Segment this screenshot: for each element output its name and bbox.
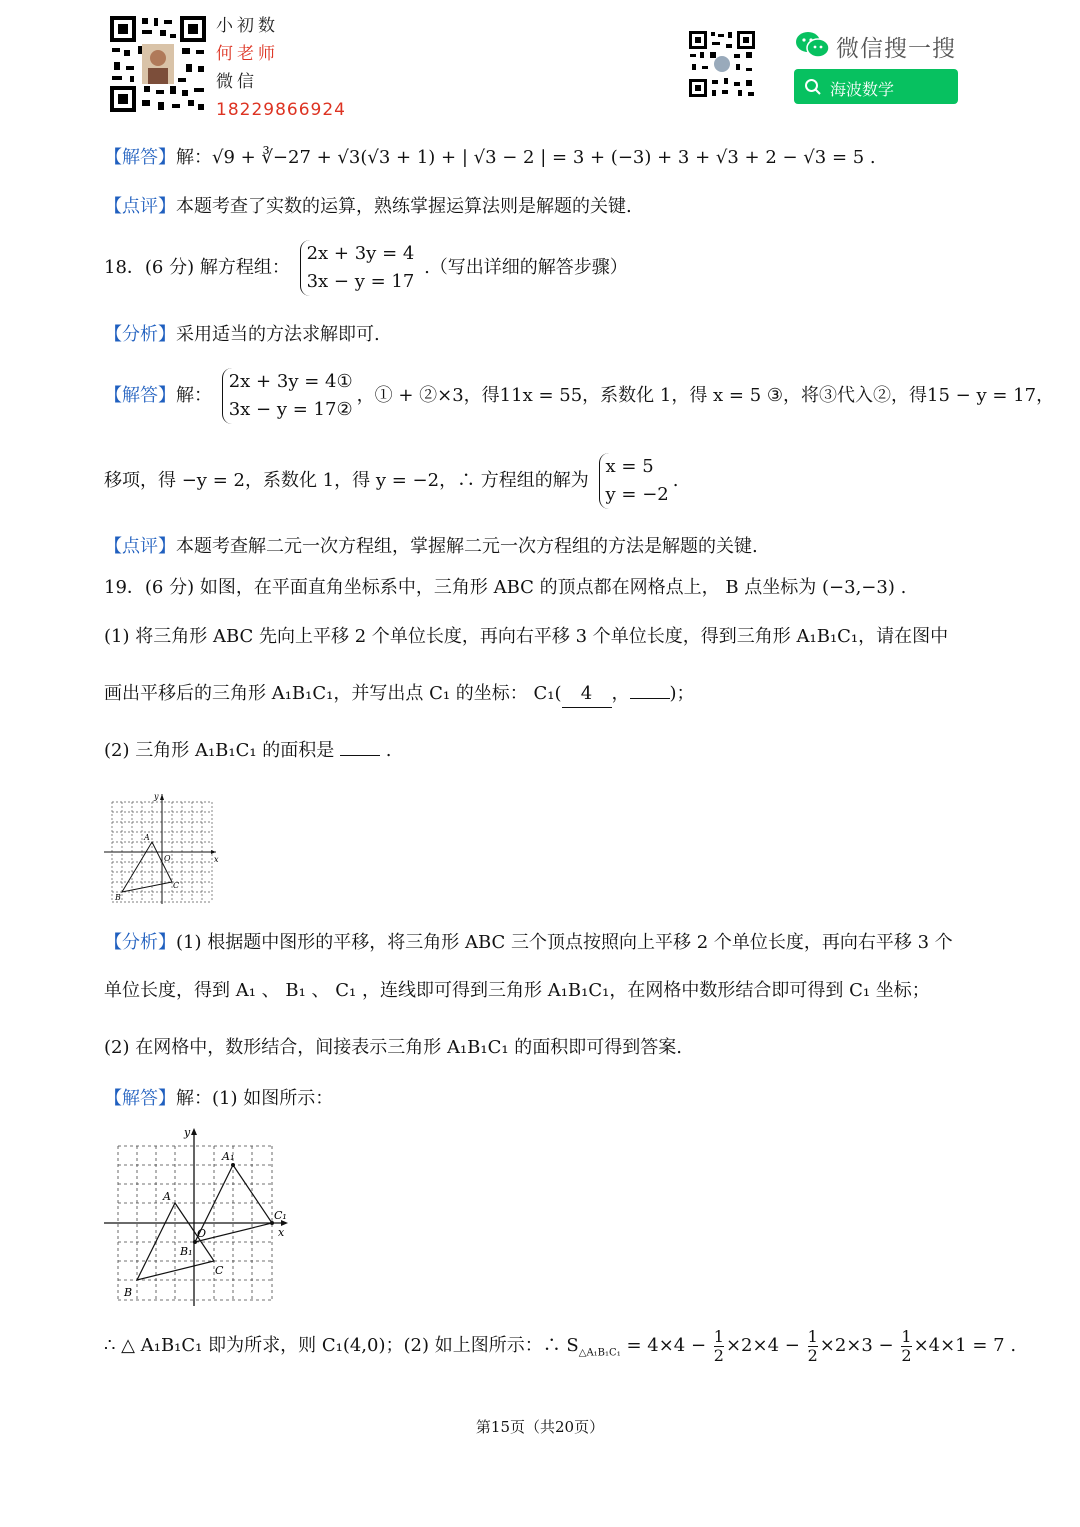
q19-part1-b-mid: ， — [611, 683, 630, 704]
figure-large-grid — [100, 1124, 296, 1308]
triangle-a1b1c1 — [195, 1165, 272, 1242]
comment-tag: 【点评】 — [104, 196, 176, 217]
wechat-icon — [794, 30, 830, 60]
q19-term2: ×2×3 − — [819, 1335, 894, 1356]
fig-large-label-c1: C₁ — [274, 1209, 287, 1222]
q18-comment-text: 本题考查解二元一次方程组，掌握解二元一次方程组的方法是解题的关键. — [176, 536, 758, 557]
fraction-num: 1 — [901, 1326, 912, 1346]
q18-answer-system — [222, 368, 353, 424]
q19-answer-text: 解：(1) 如图所示： — [176, 1088, 334, 1109]
contact-line-3: 微信 — [216, 72, 258, 92]
q19-final-prefix: ∴ △ A₁B₁C₁ 即为所求，则 C₁(4,0)；(2) 如上图所示：∴ S — [104, 1335, 579, 1356]
fig-small-label-c: C — [173, 881, 180, 890]
fraction-den: 2 — [807, 1345, 818, 1365]
fraction-half — [808, 1328, 818, 1365]
fraction-half — [901, 1328, 911, 1365]
q18-analysis — [104, 322, 380, 348]
figure-small-grid — [102, 790, 222, 906]
q19-stem: 19．(6 分) 如图，在平面直角坐标系中，三角形 ABC 的顶点都在网格点上， B 点坐标为 (−3,−3) . — [104, 577, 907, 598]
q19-part2 — [104, 738, 392, 764]
page-footer: 第15页（共20页） — [475, 1418, 605, 1436]
qr-code-left — [108, 14, 208, 114]
answer-tag: 【解答】 — [104, 147, 176, 168]
q18-eq2: 3x − y = 17 — [306, 271, 415, 292]
q18-solution — [599, 453, 669, 509]
q19-part1-b-prefix: 画出平移后的三角形 A₁B₁C₁，并写出点 C₁ 的坐标： C₁( — [104, 683, 562, 704]
q19-analysis-1b: 单位长度，得到 A₁ 、 B₁ 、 C₁ ，连线即可得到三角形 A₁B₁C₁，在网格中数形结合即可得到 C₁ 坐标； — [104, 980, 930, 1001]
answer-blank-area[interactable] — [340, 755, 380, 756]
q19-part1-b-suffix: )； — [669, 683, 695, 704]
qr-code-right — [688, 30, 756, 98]
q18-ans-eq2: 3x − y = 17② — [228, 399, 353, 420]
fig-small-label-a: A — [144, 833, 150, 842]
q19-final-sub: △A₁B₁C₁ — [578, 1347, 621, 1359]
q19-part2-prefix: (2) 三角形 A₁B₁C₁ 的面积是 — [104, 740, 335, 761]
wechat-search-label: 微信搜一搜 — [836, 35, 956, 61]
answer-blank-y[interactable] — [630, 698, 670, 699]
q18-line2-suffix: . — [672, 470, 679, 491]
q17-comment-text: 本题考查了实数的运算，熟练掌握运算法则是解题的关键. — [176, 196, 632, 217]
fig-large-label-y: y — [184, 1126, 191, 1139]
fig-small-label-y: y — [154, 792, 159, 801]
analysis-tag: 【分析】 — [104, 932, 176, 953]
search-icon — [804, 78, 822, 96]
q19-part1-a: (1) 将三角形 ABC 先向上平移 2 个单位长度，再向右平移 3 个单位长度，得到三角形 A₁B₁C₁，请在图中 — [104, 626, 949, 647]
q19-analysis-2: (2) 在网格中，数形结合，间接表示三角形 A₁B₁C₁ 的面积即可得到答案. — [104, 1037, 683, 1058]
fig-large-label-a1: A₁ — [222, 1150, 235, 1163]
analysis-tag: 【分析】 — [104, 324, 176, 345]
search-keyword-button[interactable] — [794, 69, 958, 104]
q17-answer-text: 解：√9 + ∛−27 + √3(√3 + 1) + | √3 − 2 | = 3 + (−3) + 3 + √3 + 2 − √3 = 5 . — [176, 147, 876, 168]
q19-analysis-1a-text: (1) 根据题中图形的平移，将三角形 ABC 三个顶点按照向上平移 2 个单位长度，再向右平移 3 个 — [176, 932, 953, 953]
q19-term3: ×4×1 = 7 . — [913, 1335, 1017, 1356]
q18-answer-line2 — [104, 453, 679, 509]
q18-ans-eq1: 2x + 3y = 4① — [228, 371, 353, 392]
search-keyword-label: 海波数学 — [830, 82, 895, 99]
q18-system — [300, 240, 415, 296]
fig-large-label-a: A — [163, 1190, 171, 1203]
q18-stem — [104, 240, 628, 296]
q18-line2-prefix: 移项，得 −y = 2，系数化 1，得 y = −2，∴ 方程组的解为 — [104, 470, 589, 491]
q19-term1: ×2×4 − — [725, 1335, 800, 1356]
fraction-half — [714, 1328, 724, 1365]
header — [0, 0, 1080, 130]
answer-blank-x[interactable]: 4 — [562, 681, 612, 708]
q18-answer — [104, 368, 1054, 424]
comment-tag: 【点评】 — [104, 536, 176, 557]
q18-sol2: y = −2 — [605, 484, 669, 505]
q18-suffix: .（写出详细的解答步骤） — [424, 257, 628, 278]
fig-small-label-o: O — [164, 854, 171, 863]
answer-tag: 【解答】 — [104, 1088, 176, 1109]
contact-text — [216, 12, 346, 124]
answer-tag: 【解答】 — [104, 385, 176, 406]
q18-answer-rest: ，① + ②×3，得11x = 55，系数化 1，得 x = 5 ③，将③代入②，得15 − y = 17， — [356, 385, 1055, 406]
triangle-abc-small — [122, 842, 172, 892]
fraction-den: 2 — [901, 1345, 912, 1365]
contact-line-2: 何老师 — [216, 44, 279, 64]
contact-line-1: 小初数 — [216, 16, 279, 36]
q19-final-eq: = 4×4 − — [626, 1335, 707, 1356]
fraction-den: 2 — [713, 1345, 724, 1365]
fig-large-label-b1: B₁ — [180, 1245, 193, 1258]
q18-answer-prefix: 解： — [176, 385, 212, 406]
fig-small-label-b: B — [115, 893, 121, 902]
q19-part1-b — [104, 681, 695, 708]
fig-small-label-x: x — [214, 855, 219, 864]
fraction-num: 1 — [807, 1326, 818, 1346]
fig-large-label-b: B — [124, 1286, 133, 1299]
q19-final — [104, 1326, 1016, 1374]
contact-phone: 18229866924 — [216, 100, 346, 120]
q18-eq1: 2x + 3y = 4 — [306, 243, 415, 264]
q17-answer — [104, 145, 876, 171]
fraction-num: 1 — [713, 1326, 724, 1346]
fig-large-label-o: O — [197, 1227, 207, 1240]
q17-comment — [104, 194, 632, 220]
fig-large-label-x: x — [278, 1226, 285, 1239]
q18-prefix: 18．(6 分) 解方程组： — [104, 257, 290, 278]
triangle-abc-large — [137, 1203, 214, 1280]
q19-analysis-1a — [104, 930, 953, 956]
q18-sol1: x = 5 — [605, 456, 654, 477]
q19-answer — [104, 1086, 333, 1112]
q18-analysis-text: 采用适当的方法求解即可. — [176, 324, 380, 345]
fig-large-label-c: C — [215, 1264, 224, 1277]
q19-part2-suffix: . — [385, 740, 392, 761]
q18-comment — [104, 534, 758, 560]
